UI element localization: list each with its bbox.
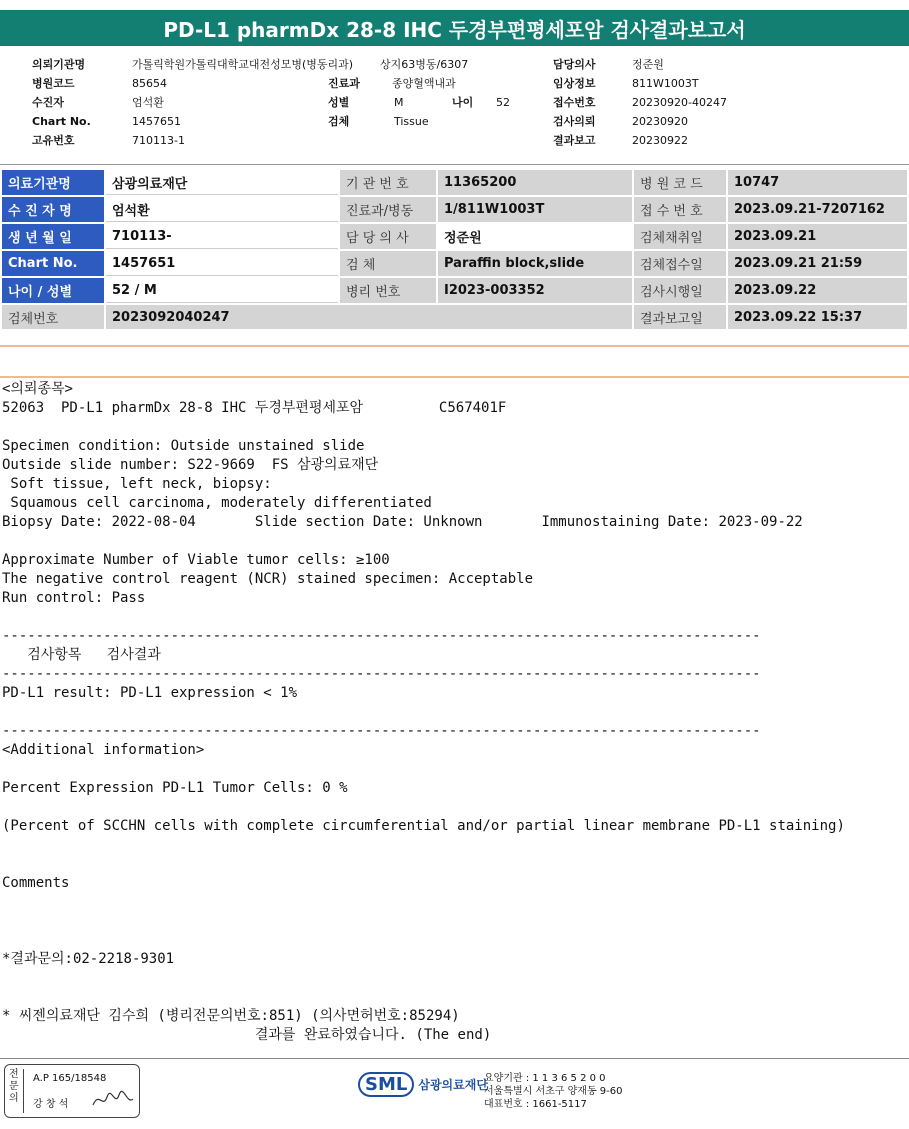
- header-col3: [553, 55, 596, 150]
- cell-value: 2023.09.21-7207162: [728, 197, 907, 222]
- cell-label: 나이 / 성별: [2, 278, 104, 303]
- report-line: 검사항목 검사결과: [2, 647, 161, 663]
- report-line: [2, 760, 908, 779]
- report-line: Squamous cell carcinoma, moderately differentiated: [2, 495, 432, 511]
- cell-label: 병리 번호: [340, 278, 436, 303]
- hdr-label: 접수번호: [553, 96, 596, 109]
- table-row: [2, 305, 907, 329]
- hdr-value: 20230920: [632, 115, 688, 128]
- header-col1: [32, 55, 91, 150]
- cell-label: 수 진 자 명: [2, 197, 104, 222]
- report-line: Approximate Number of Viable tumor cells: ≥100: [2, 552, 390, 568]
- cell-value: 11365200: [438, 170, 632, 195]
- hdr-label: 수진자: [32, 96, 64, 109]
- report-line: [2, 798, 908, 817]
- divider: [0, 164, 909, 165]
- cell-value: 엄석환: [106, 197, 338, 222]
- table-row: [2, 251, 907, 276]
- divider: [0, 345, 909, 347]
- addr-line: 대표번호 : 1661-5117: [484, 1099, 587, 1110]
- report-line: 결과를 완료하였습니다. (The end): [2, 1027, 492, 1043]
- hdr-value: 1457651: [132, 115, 181, 128]
- hdr-value: 엄석환: [132, 96, 164, 109]
- cell-value: 삼광의료재단: [106, 170, 338, 195]
- report-line: <의뢰종목>: [2, 381, 73, 397]
- report-line: <Additional information>: [2, 742, 205, 758]
- cell-value: 2023.09.21: [728, 224, 907, 249]
- table-row: [2, 278, 907, 303]
- hdr-specimen-value: Tissue: [394, 115, 429, 128]
- hdr-sex-value: M: [394, 96, 404, 109]
- footer-address: [484, 1072, 623, 1111]
- report-line: The negative control reagent (NCR) stained specimen: Acceptable: [2, 571, 534, 587]
- report-line: [2, 836, 908, 855]
- hdr-label: 임상정보: [553, 77, 596, 90]
- hdr-value: 20230920-40247: [632, 96, 727, 109]
- hdr-sex-label: 성별: [328, 96, 350, 109]
- report-line: Comments: [2, 875, 70, 891]
- hdr-value: 85654: [132, 77, 167, 90]
- header-col3-values: [632, 55, 727, 150]
- report-line: [2, 418, 908, 437]
- cell-label: 접 수 번 호: [634, 197, 726, 222]
- stamp-ap: A.P 165/18548: [33, 1073, 107, 1084]
- cell-value: 52 / M: [106, 278, 338, 303]
- report-line: [2, 608, 908, 627]
- table-row: [2, 224, 907, 249]
- cell-label: Chart No.: [2, 251, 104, 276]
- hdr-label: 의뢰기관명: [32, 58, 86, 71]
- report-line: *결과문의:02-2218-9301: [2, 951, 175, 967]
- cell-label: 검사시행일: [634, 278, 726, 303]
- report-title: PD-L1 pharmDx 28-8 IHC 두경부편평세포암 검사결과보고서: [0, 10, 909, 46]
- table-row: [2, 197, 907, 222]
- addr-line: 서울특별시 서초구 양재동 9-60: [484, 1086, 623, 1097]
- report-line: 52063 PD-L1 pharmDx 28-8 IHC 두경부편평세포암 C567401F: [2, 400, 507, 416]
- cell-value: 정준원: [438, 224, 632, 249]
- cell-value: Paraffin block,slide: [438, 251, 632, 276]
- cell-label: 의료기관명: [2, 170, 104, 195]
- report-line: [2, 931, 908, 950]
- cell-value: I2023-003352: [438, 278, 632, 303]
- hdr-label: 담당의사: [553, 58, 596, 71]
- hdr-label: 고유번호: [32, 134, 75, 147]
- cell-value: 2023.09.22 15:37: [728, 305, 907, 329]
- hdr-value: 정준원: [632, 58, 664, 71]
- hdr-label: 병원코드: [32, 77, 75, 90]
- report-body: [2, 380, 908, 1045]
- sml-logo: SML: [358, 1072, 414, 1097]
- report-line: Run control: Pass: [2, 590, 146, 606]
- report-line: ------------------------------------------------------------------------------------------: [2, 628, 761, 644]
- cell-label: 결과보고일: [634, 305, 726, 329]
- report-line: [2, 988, 908, 1007]
- report-line: * 씨젠의료재단 김수희 (병리전문의번호:851) (의사면허번호:85294): [2, 1008, 460, 1024]
- header-col1-values: [132, 55, 353, 150]
- report-line: PD-L1 result: PD-L1 expression < 1%: [2, 685, 298, 701]
- patient-info-table: [0, 168, 909, 331]
- cell-value: 710113-: [106, 224, 338, 249]
- hdr-label: 결과보고: [553, 134, 596, 147]
- footer-divider: [0, 1058, 909, 1059]
- cell-value: 10747: [728, 170, 907, 195]
- hdr-age-value: 52: [496, 96, 510, 109]
- cell-label: 검체번호: [2, 305, 104, 329]
- report-line: [2, 912, 908, 931]
- hdr-dept-value: 종양혈액내과: [392, 77, 456, 90]
- report-line: Percent Expression PD-L1 Tumor Cells: 0 %: [2, 780, 348, 796]
- report-line: Specimen condition: Outside unstained slide: [2, 438, 365, 454]
- stamp-side: 전문의: [9, 1069, 24, 1113]
- hdr-specimen-label: 검체: [328, 115, 350, 128]
- org-name: 삼광의료재단: [418, 1078, 488, 1092]
- cell-label: 검 체: [340, 251, 436, 276]
- hdr-dept-label: 진료과: [328, 77, 360, 90]
- hdr-label: Chart No.: [32, 115, 91, 128]
- report-line: Biopsy Date: 2022-08-04 Slide section Date: Unknown Immunostaining Date: 2023-09-22: [2, 514, 803, 530]
- cell-value: 2023.09.21 21:59: [728, 251, 907, 276]
- report-line: [2, 893, 908, 912]
- report-line: Soft tissue, left neck, biopsy:: [2, 476, 272, 492]
- hdr-value: 710113-1: [132, 134, 185, 147]
- cell-label: 병 원 코 드: [634, 170, 726, 195]
- cell-label: 진료과/병동: [340, 197, 436, 222]
- cell-value: 2023092040247: [106, 305, 632, 329]
- cell-label: 기 관 번 호: [340, 170, 436, 195]
- cell-label: 담 당 의 사: [340, 224, 436, 249]
- cell-label: 생 년 월 일: [2, 224, 104, 249]
- signature-icon: [91, 1089, 135, 1111]
- report-line: ------------------------------------------------------------------------------------------: [2, 723, 761, 739]
- report-line: ------------------------------------------------------------------------------------------: [2, 666, 761, 682]
- cell-value: 1457651: [106, 251, 338, 276]
- cell-label: 검체접수일: [634, 251, 726, 276]
- hdr-label: 검사의뢰: [553, 115, 596, 128]
- cell-value: 2023.09.22: [728, 278, 907, 303]
- sml-brand: [358, 1072, 488, 1097]
- hdr-value: 20230922: [632, 134, 688, 147]
- cell-value: 1/811W1003T: [438, 197, 632, 222]
- report-line: (Percent of SCCHN cells with complete circumferential and/or partial linear membrane PD-L1 staining): [2, 818, 845, 834]
- report-line: [2, 855, 908, 874]
- hdr-age-label: 나이: [452, 96, 474, 109]
- table-row: [2, 170, 907, 195]
- hdr-value: 가톨릭학원가톨릭대학교대전성모병(병동리과): [132, 58, 354, 71]
- report-line: [2, 969, 908, 988]
- report-line: Outside slide number: S22-9669 FS 삼광의료재단: [2, 457, 379, 473]
- cell-label: 검체채취일: [634, 224, 726, 249]
- addr-line: 요양기관 : 1 1 3 6 5 2 0 0: [484, 1073, 606, 1084]
- report-line: [2, 703, 908, 722]
- stamp-name: 강 창 석: [33, 1099, 69, 1110]
- divider: [0, 376, 909, 378]
- pathologist-stamp: [4, 1064, 140, 1118]
- hdr-value: 811W1003T: [632, 77, 699, 90]
- report-line: [2, 532, 908, 551]
- hdr-ward: 상지63병동/6307: [380, 58, 469, 71]
